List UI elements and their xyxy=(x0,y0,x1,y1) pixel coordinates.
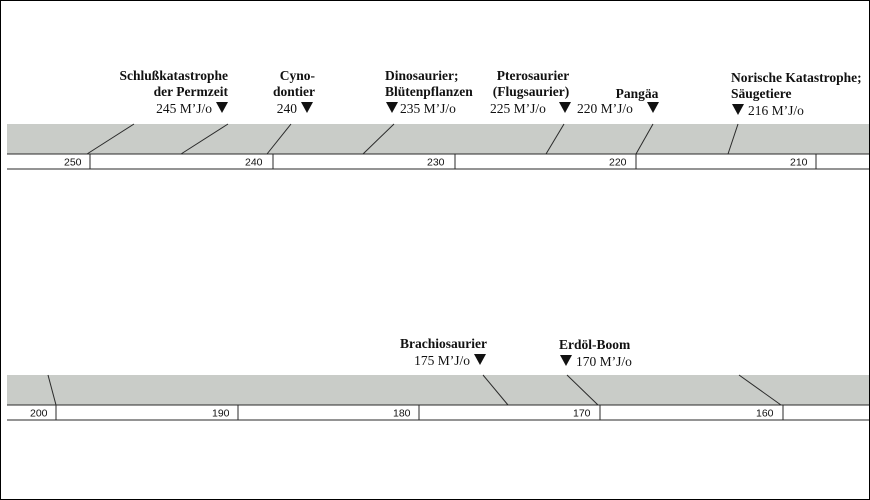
event-date: 220 M’J/o xyxy=(577,101,633,116)
event-title: (Flugsaurier) xyxy=(492,84,570,99)
event-pangaea xyxy=(577,86,659,116)
timeline-strip-2 xyxy=(7,336,869,420)
event-norian-catastrophe xyxy=(731,70,862,118)
event-date: 225 M’J/o xyxy=(490,101,546,116)
era-band xyxy=(7,124,869,154)
tick-label: 220 xyxy=(609,156,627,169)
down-triangle-icon xyxy=(559,102,571,113)
event-erdoel-boom xyxy=(559,337,632,369)
event-cynodontier xyxy=(273,68,315,116)
event-brachiosaurier xyxy=(400,336,487,368)
event-dinosaurier xyxy=(385,68,473,116)
event-title: Pangäa xyxy=(615,86,659,101)
event-date: 235 M’J/o xyxy=(400,101,456,116)
timeline-strip-1 xyxy=(7,68,869,169)
event-title: Säugetiere xyxy=(731,86,792,101)
event-title: Dinosaurier; xyxy=(385,68,459,83)
tick-label: 170 xyxy=(573,407,591,420)
timeline-canvas xyxy=(1,1,870,500)
event-title: Cyno- xyxy=(279,68,315,83)
event-date: 245 M’J/o xyxy=(156,101,212,116)
tick-label: 190 xyxy=(212,407,230,420)
event-date: 240 xyxy=(276,101,297,116)
event-date: 170 M’J/o xyxy=(576,354,632,369)
down-triangle-icon xyxy=(386,102,398,113)
down-triangle-icon xyxy=(216,102,228,113)
down-triangle-icon xyxy=(301,102,313,113)
tick-label: 240 xyxy=(245,156,263,169)
scale-bar xyxy=(7,405,869,420)
event-date: 216 M’J/o xyxy=(748,103,804,118)
event-pterosaurier xyxy=(490,68,571,116)
tick-label: 200 xyxy=(30,407,48,420)
tick-label: 160 xyxy=(756,407,774,420)
tick-label: 180 xyxy=(393,407,411,420)
event-title: Norische Katastrophe; xyxy=(731,70,862,85)
down-triangle-icon xyxy=(732,104,744,115)
event-title: dontier xyxy=(273,84,315,99)
tick-label: 250 xyxy=(64,156,82,169)
tick-label: 210 xyxy=(790,156,808,169)
event-title: Pterosaurier xyxy=(496,68,570,83)
event-title: Blütenpflanzen xyxy=(385,84,473,99)
event-title: Erdöl-Boom xyxy=(559,337,631,352)
down-triangle-icon xyxy=(474,354,486,365)
down-triangle-icon xyxy=(647,102,659,113)
down-triangle-icon xyxy=(560,355,572,366)
event-title: der Permzeit xyxy=(153,84,228,99)
event-date: 175 M’J/o xyxy=(414,353,470,368)
event-title: Schlußkatastrophe xyxy=(119,68,228,83)
event-title: Brachiosaurier xyxy=(400,336,487,351)
tick-label: 230 xyxy=(427,156,445,169)
era-band xyxy=(7,375,869,405)
event-permian-extinction xyxy=(119,68,228,116)
